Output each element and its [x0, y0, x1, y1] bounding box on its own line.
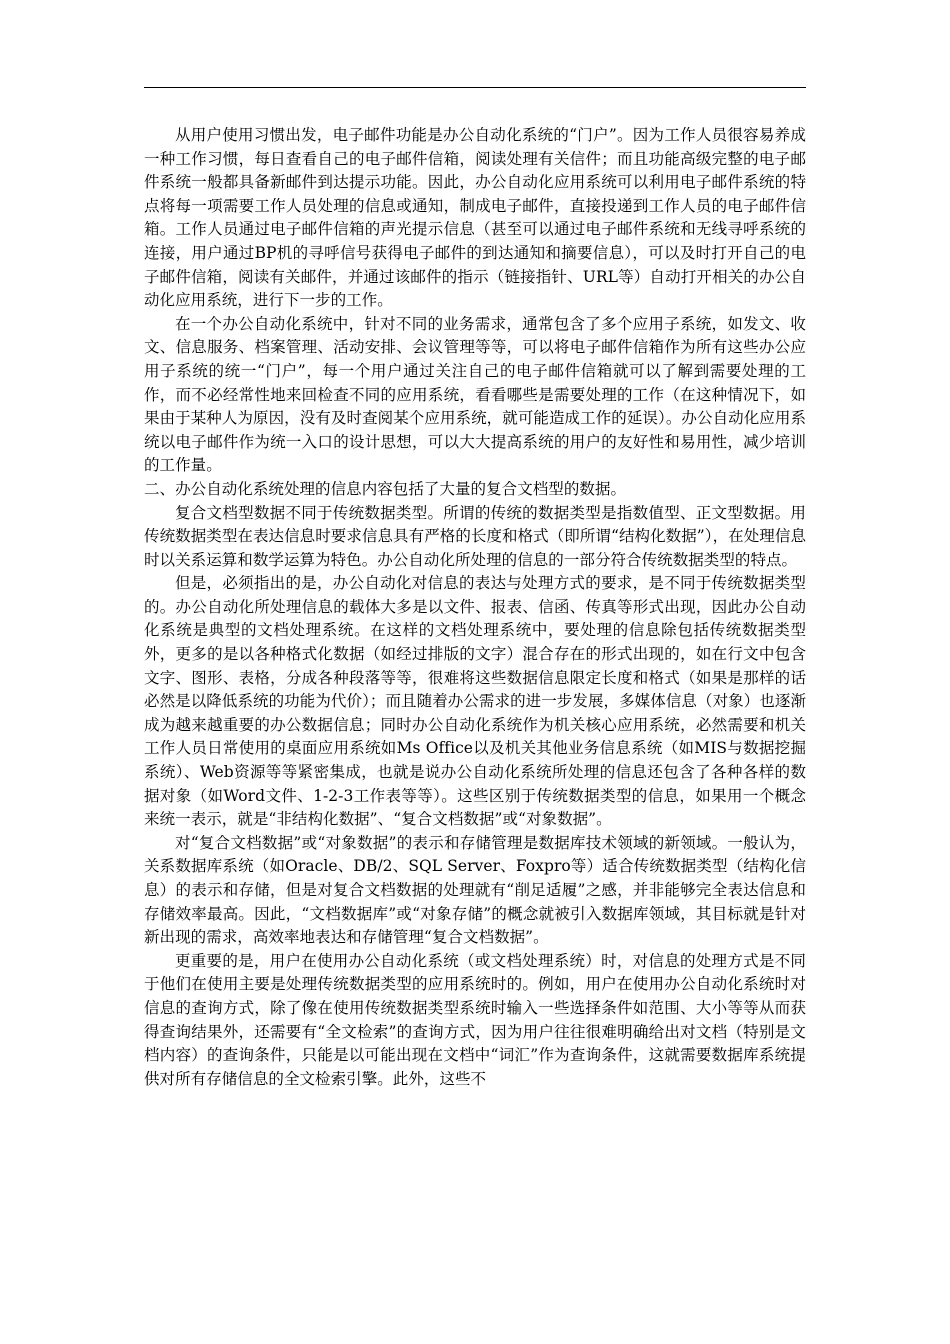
paragraph-traditional-data-types: 复合文档型数据不同于传统数据类型。所谓的传统的数据类型是指数值型、正文型数据。用传统数据类型在表达信息时要求信息具有严格的长度和格式（即所谓“结构化数据”），在处理信息时以关系运算和数学运算为特色。办公自动化所处理的信息的一部分符合传统数据类型的特点。: [144, 503, 806, 569]
header-rule: [144, 87, 806, 88]
paragraph-email-portal: 从用户使用习惯出发，电子邮件功能是办公自动化系统的“门户”。因为工作人员很容易养成一种工作习惯，每日查看自己的电子邮件信箱，阅读处理有关信件；而且功能高级完整的电子邮件系统一般都具备新邮件到达提示功能。因此，办公自动化应用系统可以利用电子邮件系统的特点将每一项需要工作人员处理的信息或通知，制成电子邮件，直接投递到工作人员的电子邮件信箱。工作人员通过电子邮件信箱的声光提示信息（甚至可以通过电子邮件系统和无线寻呼系统的连接，用户通过BP机的寻呼信号获得电子邮件的到达通知和摘要信息），可以及时打开自己的电子邮件信箱，阅读有关邮件，并通过该邮件的指示（链接指针、URL等）自动打开相关的办公自动化应用系统，进行下一步的工作。: [144, 126, 806, 310]
paragraph-full-text-search: 更重要的是，用户在使用办公自动化系统（或文档处理系统）时，对信息的处理方式是不同于他们在使用主要是处理传统数据类型的应用系统时的。例如，用户在使用办公自动化系统时对信息的查询方式，除了像在使用传统数据类型系统时输入一些选择条件如范围、大小等等从而获得查询结果外，还需要有“全文检索”的查询方式，因为用户往往很难明确给出对文档（特别是文档内容）的查询条件，只能是以可能出现在文档中“词汇”作为查询条件，这就需要数据库系统提供对所有存储信息的全文检索引擎。此外，这些不: [144, 951, 806, 1088]
paragraph-document-processing: 但是，必须指出的是，办公自动化对信息的表达与处理方式的要求，是不同于传统数据类型的。办公自动化所处理信息的载体大多是以文件、报表、信函、传真等形式出现，因此办公自动化系统是典型的文档处理系统。在这样的文档处理系统中，要处理的信息除包括传统数据类型外，更多的是以各种格式化数据（如经过排版的文字）混合存在的形式出现的，如在行文中包含文字、图形、表格，分成各种段落等等，很难将这些数据信息限定长度和格式（如果是那样的话必然是以降低系统的功能为代价）；而且随着办公需求的进一步发展，多媒体信息（对象）也逐渐成为越来越重要的办公数据信息；同时办公自动化系统作为机关核心应用系统，必然需要和机关工作人员日常使用的桌面应用系统如Ms Office以及机关其他业务信息系统（如MIS与数据挖掘系统）、Web资源等等紧密集成，也就是说办公自动化系统所处理的信息还包含了各种各样的数据对象（如Word文件、1-2-3工作表等等）。这些区别于传统数据类型的信息，如果用一个概念来统一表示，就是“非结构化数据”、“复合文档数据”或“对象数据”。: [144, 574, 806, 829]
paragraph-unified-portal: 在一个办公自动化系统中，针对不同的业务需求，通常包含了多个应用子系统，如发文、收文、信息服务、档案管理、活动安排、会议管理等等，可以将电子邮件信箱作为所有这些办公应用子系统的统一“门户”，每一个用户通过关注自己的电子邮件信箱就可以了解到需要处理的工作，而不必经常性地来回检查不同的应用系统，看看哪些是需要处理的工作（在这种情况下，如果由于某种人为原因，没有及时查阅某个应用系统，就可能造成工作的延误）。办公自动化应用系统以电子邮件作为统一入口的设计思想，可以大大提高系统的用户的友好性和易用性，减少培训的工作量。: [144, 314, 806, 475]
paragraph-document-database: 对“复合文档数据”或“对象数据”的表示和存储管理是数据库技术领域的新领域。一般认为，关系数据库系统（如Oracle、DB/2、SQL Server、Foxpro等）适合传统数据类型（结构化信息）的表示和存储，但是对复合文档数据的处理就有“削足适履”之感，并非能够完全表达信息和存储效率最高。因此，“文档数据库”或“对象存储”的概念就被引入数据库领域，其目标就是针对新出现的需求，高效率地表达和存储管理“复合文档数据”。: [144, 833, 806, 947]
document-body: [144, 124, 806, 1091]
section-heading-compound-documents: 二、办公自动化系统处理的信息内容包括了大量的复合文档型的数据。: [144, 479, 627, 498]
